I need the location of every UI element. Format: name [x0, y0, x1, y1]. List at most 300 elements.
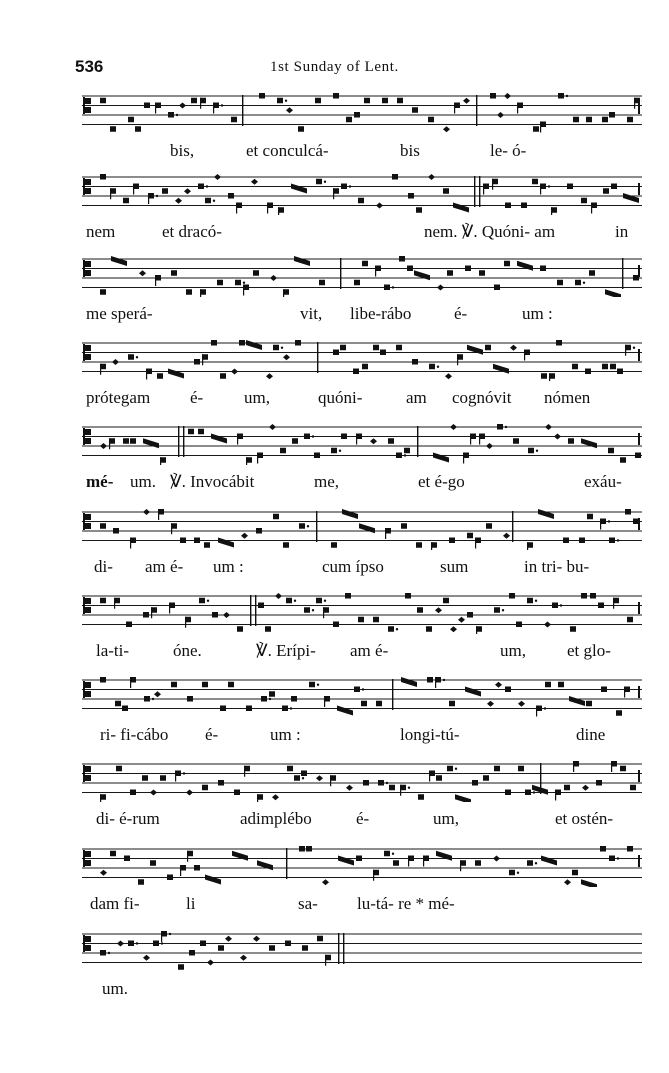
- neume: [257, 453, 263, 464]
- double-bar-line: [255, 595, 256, 626]
- bar-line: [476, 95, 477, 126]
- neume: [144, 696, 154, 702]
- neume: [100, 364, 106, 375]
- custos: [638, 183, 640, 195]
- neume: [429, 771, 435, 782]
- neume: [611, 184, 617, 190]
- lyric-syllable: et conculcá-: [246, 141, 329, 160]
- custos: [638, 433, 640, 445]
- neume: [259, 93, 265, 99]
- neume: [202, 682, 208, 688]
- neume: [408, 856, 414, 867]
- neume: [601, 687, 607, 693]
- lyric-syllable: um :: [270, 725, 301, 744]
- neume: [414, 270, 430, 280]
- neume: [517, 261, 533, 271]
- neume: [298, 126, 304, 132]
- lyric-syllable: prótegam: [86, 388, 151, 407]
- double-bar-line: [343, 933, 344, 964]
- neume: [435, 607, 442, 613]
- neume: [269, 424, 276, 430]
- neume: [533, 126, 539, 132]
- neume: [581, 198, 587, 204]
- neume: [564, 785, 570, 791]
- four-line-staff: [82, 845, 642, 887]
- neume: [532, 179, 538, 185]
- neume: [585, 369, 591, 375]
- neume: [333, 188, 339, 199]
- neume: [187, 851, 193, 862]
- neume: [554, 434, 561, 440]
- neume: [315, 98, 321, 104]
- neume: [341, 434, 347, 440]
- neume: [122, 706, 128, 712]
- neume: [291, 184, 307, 194]
- neume: [338, 856, 354, 866]
- neume: [150, 790, 157, 796]
- neume: [171, 523, 177, 534]
- neume: [570, 626, 576, 632]
- neume: [467, 533, 473, 539]
- neume: [265, 626, 271, 632]
- four-line-staff: [82, 255, 642, 297]
- lyric-syllable: sum: [440, 557, 469, 576]
- neume: [551, 207, 557, 215]
- neume: [143, 612, 149, 618]
- neume: [354, 687, 364, 693]
- neume: [573, 761, 579, 772]
- neume: [423, 856, 429, 867]
- neume: [168, 369, 184, 379]
- neume: [135, 126, 141, 132]
- neume: [540, 122, 546, 133]
- neume: [213, 103, 223, 114]
- neume: [605, 289, 621, 297]
- bar-line: [286, 848, 287, 879]
- neume: [211, 434, 227, 444]
- chant-system: [0, 173, 669, 255]
- custos: [638, 602, 640, 614]
- lyric-syllable: cognóvit: [452, 388, 512, 407]
- neume: [155, 275, 161, 286]
- four-line-staff: [82, 423, 642, 465]
- neume: [611, 761, 617, 772]
- neume: [518, 701, 525, 707]
- neume: [220, 706, 226, 712]
- neume: [269, 691, 275, 697]
- neume: [258, 603, 264, 609]
- neume: [272, 794, 279, 800]
- neume: [354, 280, 360, 286]
- neume: [581, 879, 597, 887]
- neume: [463, 98, 470, 104]
- neume: [528, 448, 538, 454]
- neume: [627, 617, 633, 623]
- neume: [275, 593, 282, 599]
- neume: [545, 682, 551, 688]
- neume: [283, 542, 289, 548]
- four-line-staff: [82, 676, 642, 718]
- neume: [316, 179, 326, 185]
- neume: [100, 174, 106, 180]
- neume: [376, 203, 383, 209]
- neume: [527, 542, 533, 550]
- neume: [114, 598, 120, 609]
- neume: [558, 93, 568, 99]
- four-line-staff: [82, 508, 642, 550]
- running-title: 1st Sunday of Lent.: [270, 59, 399, 75]
- neume: [591, 203, 597, 214]
- neume: [178, 964, 184, 970]
- neume: [115, 701, 121, 707]
- neume: [620, 766, 626, 772]
- neume: [317, 936, 323, 942]
- neume: [333, 93, 339, 99]
- neume: [544, 622, 551, 628]
- neume: [373, 617, 379, 623]
- neume: [412, 359, 418, 365]
- neume: [346, 785, 353, 791]
- neume: [609, 112, 615, 118]
- neume: [168, 112, 178, 118]
- neume: [237, 626, 243, 632]
- lyric-syllable: le- ó-: [490, 141, 527, 160]
- lyric-syllable: é-: [190, 388, 204, 407]
- neume: [376, 701, 382, 707]
- neume: [364, 98, 370, 104]
- neume: [207, 960, 214, 966]
- neume: [623, 193, 639, 203]
- lyric-syllable: mé-: [86, 472, 114, 491]
- neume: [282, 706, 292, 712]
- neume: [301, 771, 307, 777]
- neume: [616, 710, 622, 716]
- neume: [110, 126, 116, 132]
- neume: [128, 117, 134, 123]
- neume: [536, 706, 546, 717]
- neume: [189, 950, 195, 956]
- neume: [117, 941, 124, 947]
- custos: [638, 265, 640, 277]
- lyric-syllable: um,: [433, 809, 459, 828]
- neume: [527, 598, 537, 604]
- neume: [325, 955, 331, 966]
- neume: [111, 256, 127, 266]
- neume: [579, 538, 585, 544]
- neume: [246, 706, 252, 712]
- lyric-syllable: óne.: [173, 641, 202, 660]
- neume: [428, 117, 434, 123]
- neume: [285, 941, 291, 947]
- neume: [167, 875, 173, 881]
- neume: [253, 270, 259, 276]
- neume: [267, 203, 273, 214]
- neume: [428, 174, 435, 180]
- four-line-staff: [82, 592, 642, 634]
- lyric-syllable: um :: [213, 557, 244, 576]
- neume: [220, 373, 226, 379]
- neume: [627, 846, 633, 852]
- neume: [244, 766, 250, 777]
- neume: [158, 509, 164, 520]
- neume: [139, 270, 146, 276]
- neume: [479, 270, 485, 276]
- neume: [494, 607, 504, 613]
- neume: [555, 790, 561, 801]
- neume: [161, 931, 171, 942]
- lyric-syllable: um :: [522, 304, 553, 323]
- lyric-syllable: um.: [102, 979, 128, 998]
- neume: [449, 701, 455, 707]
- lyric-syllable: é-: [356, 809, 370, 828]
- neume: [218, 538, 234, 548]
- neume: [558, 682, 564, 688]
- neume: [143, 438, 159, 448]
- neume: [467, 345, 483, 355]
- neume: [509, 870, 519, 876]
- lyric-syllable: ℣. Erípi-: [256, 641, 316, 660]
- neume: [194, 359, 200, 365]
- neume: [472, 780, 478, 786]
- neume: [337, 706, 353, 716]
- chant-system: [0, 845, 669, 927]
- neume: [487, 701, 494, 707]
- neume: [253, 936, 260, 942]
- neume: [333, 622, 339, 628]
- neume: [602, 117, 608, 123]
- neume: [162, 188, 168, 194]
- neume: [493, 856, 500, 862]
- neume: [353, 369, 359, 375]
- neume: [525, 790, 535, 796]
- neume: [598, 603, 604, 609]
- neume: [217, 280, 223, 286]
- bar-line: [512, 511, 513, 542]
- neume: [316, 598, 326, 604]
- neume: [246, 457, 252, 465]
- neume: [283, 289, 289, 297]
- neume: [273, 345, 283, 351]
- neume: [396, 345, 402, 351]
- neume: [485, 345, 491, 351]
- neume: [151, 607, 157, 618]
- neume: [396, 453, 406, 459]
- chant-system: [0, 760, 669, 842]
- neume: [610, 364, 616, 370]
- neume: [218, 945, 224, 951]
- neume: [143, 955, 150, 961]
- neume: [609, 856, 619, 862]
- neume: [362, 364, 368, 370]
- neume: [287, 766, 293, 772]
- neume: [171, 270, 177, 276]
- neume: [443, 598, 449, 604]
- neume: [454, 103, 460, 114]
- lyric-syllable: é-: [205, 725, 219, 744]
- neume: [600, 846, 606, 852]
- neume: [517, 103, 523, 114]
- neume: [399, 256, 405, 262]
- custos: [638, 102, 640, 114]
- neume: [185, 617, 191, 628]
- neume: [223, 612, 230, 618]
- lyric-syllable: um,: [500, 641, 526, 660]
- neume: [573, 117, 579, 123]
- neume: [231, 117, 237, 123]
- neume: [385, 528, 391, 539]
- custos: [638, 349, 640, 361]
- lyric-syllable: é-: [454, 304, 468, 323]
- neume: [257, 860, 273, 870]
- neume: [228, 682, 234, 688]
- double-bar-line: [178, 426, 179, 457]
- neume: [171, 682, 177, 688]
- custos: [638, 770, 640, 782]
- neume: [437, 285, 444, 291]
- neume: [384, 285, 394, 291]
- neume: [453, 203, 469, 213]
- lyric-syllable: di- é-rum: [96, 809, 160, 828]
- neume: [266, 373, 273, 379]
- neume: [401, 523, 407, 529]
- neume: [130, 438, 136, 444]
- chant-system: [0, 423, 669, 505]
- neume: [510, 345, 517, 351]
- neume: [299, 846, 305, 852]
- neume: [110, 851, 116, 857]
- neume: [294, 775, 304, 781]
- neume: [524, 350, 530, 361]
- neume: [345, 593, 351, 599]
- neume: [388, 626, 398, 632]
- neume: [363, 780, 369, 786]
- neume: [179, 103, 186, 109]
- neume: [126, 622, 132, 628]
- neume: [205, 875, 221, 885]
- neume: [187, 696, 193, 702]
- neume: [324, 696, 330, 707]
- neume: [148, 193, 158, 204]
- neume: [354, 112, 360, 118]
- neume: [100, 523, 106, 529]
- neume: [100, 794, 106, 802]
- neume: [234, 790, 240, 796]
- neume: [314, 453, 320, 459]
- neume: [407, 266, 413, 272]
- neume: [470, 434, 476, 445]
- double-bar-line: [338, 933, 339, 964]
- neume: [393, 860, 399, 866]
- neume: [431, 542, 437, 550]
- neume: [392, 174, 398, 180]
- neume: [617, 369, 623, 375]
- lyric-syllable: am é-: [145, 557, 184, 576]
- chant-system: [0, 339, 669, 421]
- neume: [236, 203, 242, 214]
- neume: [493, 364, 509, 374]
- neume: [450, 424, 457, 430]
- neume: [575, 280, 585, 286]
- lyric-syllable: nem. ℣. Quóni- am: [424, 222, 556, 241]
- neume: [251, 179, 258, 185]
- lyric-syllable: vit,: [300, 304, 323, 323]
- neume: [627, 117, 633, 123]
- neume: [340, 345, 346, 351]
- neume: [160, 775, 166, 781]
- lyric-syllable: am: [406, 388, 427, 407]
- double-bar-line: [474, 176, 475, 207]
- neume: [600, 519, 610, 530]
- neume: [401, 677, 417, 687]
- neume: [100, 98, 106, 104]
- neume: [378, 780, 388, 786]
- neume: [418, 794, 424, 800]
- neume: [541, 856, 557, 866]
- lyric-syllable: longi-tú-: [400, 725, 460, 744]
- neume: [572, 870, 578, 876]
- neume: [180, 538, 186, 544]
- chant-system: [0, 255, 669, 337]
- neume: [521, 203, 527, 209]
- neume: [397, 98, 403, 104]
- lyric-syllable: in tri- bu-: [524, 557, 590, 576]
- neume: [586, 117, 592, 123]
- neume: [455, 794, 471, 802]
- neume: [331, 448, 341, 454]
- lyric-syllable: exáu-: [584, 472, 622, 491]
- lyric-syllable: cum ípso: [322, 557, 384, 576]
- neume: [380, 350, 386, 356]
- neume: [239, 340, 245, 346]
- neume: [269, 945, 275, 951]
- lyric-syllable: nómen: [544, 388, 591, 407]
- neume: [417, 607, 423, 613]
- neume: [435, 677, 445, 688]
- neume: [346, 117, 352, 123]
- neume: [567, 184, 573, 190]
- neume: [516, 622, 522, 628]
- neume: [603, 188, 609, 194]
- neume: [494, 766, 500, 772]
- neume: [294, 256, 310, 266]
- neume: [100, 289, 106, 295]
- neume: [295, 340, 301, 346]
- neume: [191, 98, 197, 104]
- neume: [400, 785, 410, 796]
- neume: [124, 856, 130, 862]
- neume: [225, 936, 232, 942]
- neume: [235, 280, 245, 286]
- neume: [228, 193, 234, 199]
- neume: [527, 860, 537, 866]
- neume: [490, 93, 496, 99]
- lyric-syllable: um,: [244, 388, 270, 407]
- neume: [146, 369, 152, 380]
- chant-system: [0, 676, 669, 758]
- neume: [241, 533, 248, 539]
- neume: [458, 617, 465, 623]
- neume: [198, 184, 208, 190]
- neume: [581, 438, 597, 448]
- neume: [476, 626, 482, 634]
- chant-system: [0, 508, 669, 590]
- custos: [638, 518, 640, 530]
- neume: [231, 369, 238, 375]
- neume: [389, 785, 395, 791]
- lyric-syllable: la-ti-: [96, 641, 130, 660]
- neume: [309, 682, 319, 688]
- neume: [100, 950, 110, 956]
